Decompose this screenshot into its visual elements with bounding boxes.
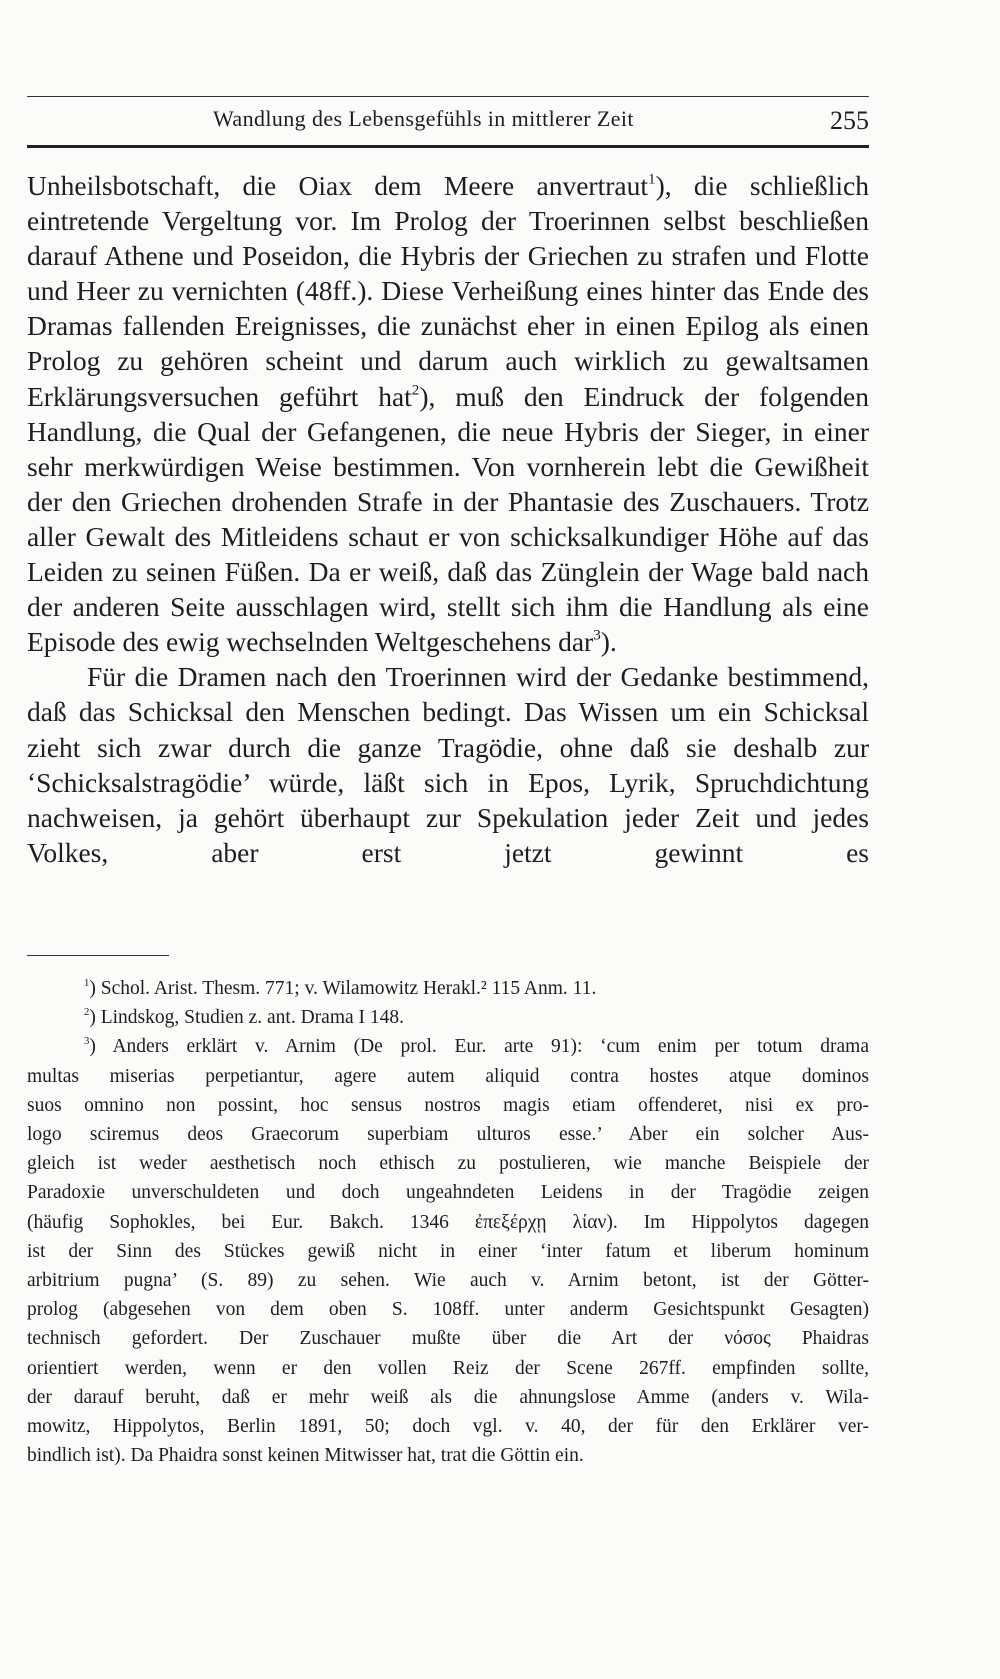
footnote-rule — [27, 955, 169, 956]
paragraph-1-part-2: ), die schließlich eintretende Vergeltung vor. Im Prolog der Troerinnen selbst beschließen darauf Athene und Poseidon, die Hybris der Griechen zu strafen und Flotte und Heer zu vernichten (48ff.). Diese Verheißung eines hinter das Ende des Dramas fallenden Ereignisses, die zunächst eher in einen Epilog als einen Prolog zu gehören scheint und darum auch wirklich zu gewaltsamen Erklärungsversuchen geführt hat — [27, 170, 869, 412]
footnote-3-line: prolog (abgesehen von dem oben S. 108ff. unter anderm Gesichtspunkt Gesagten) — [27, 1299, 869, 1321]
page-header — [27, 106, 869, 140]
paragraph-1-part-3: ), muß den Eindruck der folgenden Handlung, die Qual der Gefangenen, die neue Hybris der Sieger, in einer sehr merkwürdigen Weise bestimmen. Von vornherein lebt die Gewißheit der den Griechen drohenden Strafe in der Phantasie des Zuschauers. Trotz aller Gewalt des Mitleidens schaut er von schicksalkundiger Höhe auf das Leiden zu seinen Füßen. Da er weiß, daß das Zünglein der Wage bald nach der anderen Seite ausschlagen wird, stellt sich ihm die Handlung als eine Episode des ewig wechselnden Weltgeschehens dar — [27, 380, 869, 658]
footnote-3-line: suos omnino non possint, hoc sensus nostros magis etiam offenderet, nisi ex pro- — [27, 1094, 869, 1116]
running-title: Wandlung des Lebensgefühls in mittlerer Zeit — [213, 106, 634, 131]
footnote-3-line: Paradoxie unverschuldeten und doch ungeahndeten Leidens in der Tragödie zeigen — [27, 1182, 869, 1204]
footnote-3-line — [27, 1032, 869, 1061]
footnote-ref-2: 2 — [411, 382, 420, 399]
footnote-3-line: bindlich ist). Da Phaidra sonst keinen Mitwisser hat, trat die Göttin ein. — [27, 1445, 584, 1467]
footnote-3 — [27, 1032, 869, 1470]
paragraph-1 — [27, 168, 869, 659]
footnote-3-line: orientiert werden, wenn er den vollen Reiz der Scene 267ff. empfinden sollte, — [27, 1357, 869, 1379]
footnote-3-mark: 3 — [84, 1035, 90, 1048]
main-text — [27, 168, 869, 870]
footnote-ref-1: 1 — [648, 171, 656, 188]
footnote-1 — [27, 974, 869, 1003]
header-rule — [27, 145, 869, 148]
paragraph-1-part-1: Unheilsbotschaft, die Oiax dem Meere anvertraut — [27, 170, 648, 201]
footnote-3-line: der darauf beruht, daß er mehr weiß als die ahnungslose Amme (anders v. Wila- — [27, 1386, 869, 1408]
footnote-3-line-text: ) Anders erklärt v. Arnim (De prol. Eur. arte 91): ‘cum enim per totum drama — [89, 1036, 869, 1058]
footnote-3-line: multas miserias perpetiantur, agere autem aliquid contra hostes atque dominos — [27, 1065, 869, 1087]
footnote-3-line: gleich ist weder aesthetisch noch ethisch zu postulieren, wie manche Beispiele der — [27, 1153, 869, 1175]
footnote-3-line: technisch gefordert. Der Zuschauer mußte über die Art der νόσος Phaidras — [27, 1328, 869, 1350]
footnote-3-line: mowitz, Hippolytos, Berlin 1891, 50; doch vgl. v. 40, der für den Erklärer ver- — [27, 1416, 869, 1438]
footnote-1-mark: 1 — [84, 976, 90, 989]
footnote-3-line: logo sciremus deos Graecorum superbiam ulturos esse.’ Aber ein solcher Aus- — [27, 1124, 869, 1146]
footnote-3-line: (häufig Sophokles, bei Eur. Bakch. 1346 ἐπεξέρχῃ λίαν). Im Hippolytos dagegen — [27, 1211, 869, 1233]
footnote-2-mark: 2 — [84, 1006, 90, 1019]
paragraph-2: Für die Dramen nach den Troerinnen wird der Gedanke bestimmend, daß das Schicksal den Menschen bedingt. Das Wissen um ein Schicksal zieht sich zwar durch die ganze Tragödie, ohne daß sie deshalb zur ‘Schicksalstragödie’ würde, läßt sich in Epos, Lyrik, Spruchdichtung nachweisen, ja gehört überhaupt zur Spekulation jeder Zeit und jedes Volkes, aber erst jetzt gewinnt es — [27, 661, 869, 868]
footnote-2 — [27, 1003, 869, 1032]
footnotes — [27, 974, 869, 1470]
footnote-ref-3: 3 — [593, 627, 601, 644]
footnote-2-text: ) Lindskog, Studien z. ant. Drama I 148. — [89, 1007, 405, 1029]
footnote-1-text: ) Schol. Arist. Thesm. 771; v. Wilamowitz Herakl.² 115 Anm. 11. — [89, 978, 597, 999]
paragraph-1-part-4: ). — [600, 626, 617, 658]
top-rule — [27, 96, 869, 97]
footnote-3-line: arbitrium pugna’ (S. 89) zu sehen. Wie auch v. Arnim betont, ist der Götter- — [27, 1270, 869, 1292]
page-number: 255 — [830, 106, 869, 135]
footnote-3-line: ist der Sinn des Stückes gewiß nicht in einer ‘inter fatum et liberum hominum — [27, 1240, 869, 1262]
